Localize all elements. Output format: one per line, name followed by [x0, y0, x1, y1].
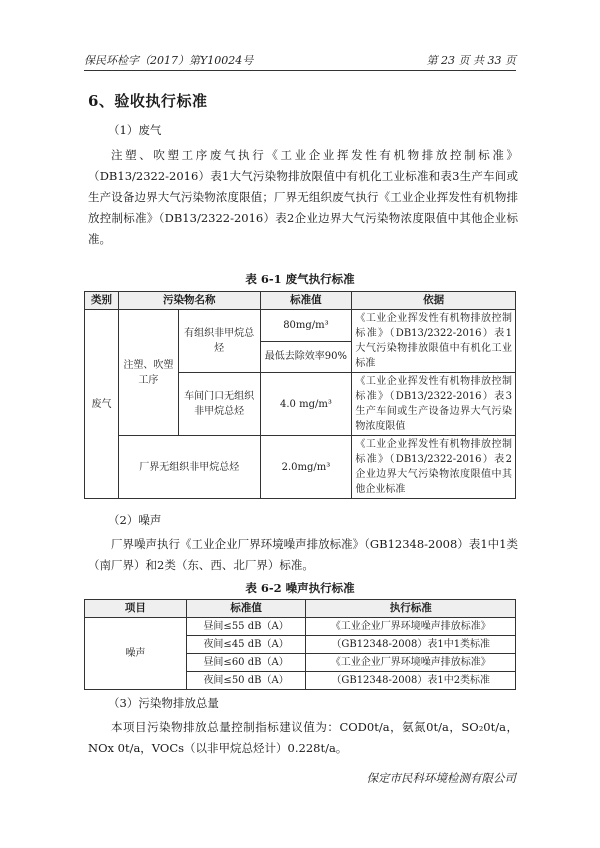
- noise-heading: （2）噪声: [108, 513, 162, 527]
- col-header: 污染物名称: [118, 292, 260, 310]
- section-title: 6、验收执行标准: [88, 92, 208, 110]
- report-number: 保民环检字（2017）第Y10024号: [84, 54, 254, 67]
- table-row: [85, 436, 516, 499]
- basis-cell: 《工业企业挥发性有机物排放控制标准》（DB13/2322-2016）表1大气污染物排放限值中有机化工业标准: [352, 310, 516, 373]
- value-cell: 昼间≤55 dB（A）: [186, 618, 306, 636]
- table-row: [85, 618, 516, 636]
- col-header: 类别: [85, 292, 119, 310]
- table-row: [85, 310, 516, 342]
- waste-gas-paragraph: 注塑、吹塑工序废气执行《工业企业挥发性有机物排放控制标准》（DB13/2322-2016）表1大气污染物排放限值中有机化工业标准和表3生产车间或生产设备边界大气污染物浓度限值；厂界无组织废气执行《工业企业挥发性有机物排放控制标准》（DB13/2322-2016）表2企业边界大气污染物浓度限值中其他企业标准。: [88, 148, 518, 246]
- table-header-row: [85, 600, 516, 618]
- col-header: 依据: [352, 292, 516, 310]
- table-6-1-caption: 表 6-1 废气执行标准: [245, 272, 355, 286]
- basis-cell: 《工业企业挥发性有机物排放控制标准》（DB13/2322-2016）表2企业边界大气污染物浓度限值中其他企业标准: [352, 436, 516, 499]
- standard-cell: （GB12348-2008）表1中2类标准: [306, 672, 516, 690]
- category-cell: 废气: [85, 310, 119, 499]
- value-cell: 80mg/m³: [260, 310, 352, 342]
- value-cell: 4.0 mg/m³: [260, 373, 352, 436]
- totals-heading: （3）污染物排放总量: [108, 696, 219, 710]
- col-header: 项目: [85, 600, 187, 618]
- standard-cell: （GB12348-2008）表1中1类标准: [306, 636, 516, 654]
- waste-gas-standard-table: [84, 291, 516, 499]
- standard-cell: 《工业企业厂界环境噪声排放标准》: [306, 654, 516, 672]
- noise-paragraph: 厂界噪声执行《工业企业厂界环境噪声排放标准》（GB12348-2008）表1中1类（南厂界）和2类（东、西、北厂界）标准。: [88, 537, 518, 572]
- page-number: 第 23 页 共 33 页: [426, 54, 516, 67]
- basis-cell: 《工业企业挥发性有机物排放控制标准》（DB13/2322-2016）表3生产车间或生产设备边界大气污染物浓度限值: [352, 373, 516, 436]
- totals-paragraph: 本项目污染物排放总量控制指标建议值为：COD0t/a，氨氮0t/a，SO₂0t/a，NOx 0t/a，VOCs（以非甲烷总烃计）0.228t/a。: [88, 720, 518, 755]
- header-rule: [84, 70, 516, 71]
- pollutant-cell: 厂界无组织非甲烷总烃: [118, 436, 260, 499]
- value-cell: 夜间≤50 dB（A）: [186, 672, 306, 690]
- noise-standard-table: [84, 599, 516, 690]
- standard-cell: 《工业企业厂界环境噪声排放标准》: [306, 618, 516, 636]
- value-cell: 昼间≤60 dB（A）: [186, 654, 306, 672]
- table-6-2-caption: 表 6-2 噪声执行标准: [245, 581, 355, 595]
- table-header-row: [85, 292, 516, 310]
- value-cell: 夜间≤45 dB（A）: [186, 636, 306, 654]
- waste-gas-heading: （1）废气: [108, 123, 162, 137]
- pollutant-cell: 车间门口无组织非甲烷总烃: [178, 373, 260, 436]
- company-footer: 保定市民科环境检测有限公司: [366, 771, 516, 785]
- item-cell: 噪声: [85, 618, 187, 690]
- col-header: 标准值: [260, 292, 352, 310]
- value-cell: 最低去除效率90%: [260, 341, 352, 373]
- pollutant-cell: 有组织非甲烷总烃: [178, 310, 260, 373]
- col-header: 执行标准: [306, 600, 516, 618]
- process-cell: 注塑、吹塑工序: [118, 310, 178, 436]
- value-cell: 2.0mg/m³: [260, 436, 352, 499]
- col-header: 标准值: [186, 600, 306, 618]
